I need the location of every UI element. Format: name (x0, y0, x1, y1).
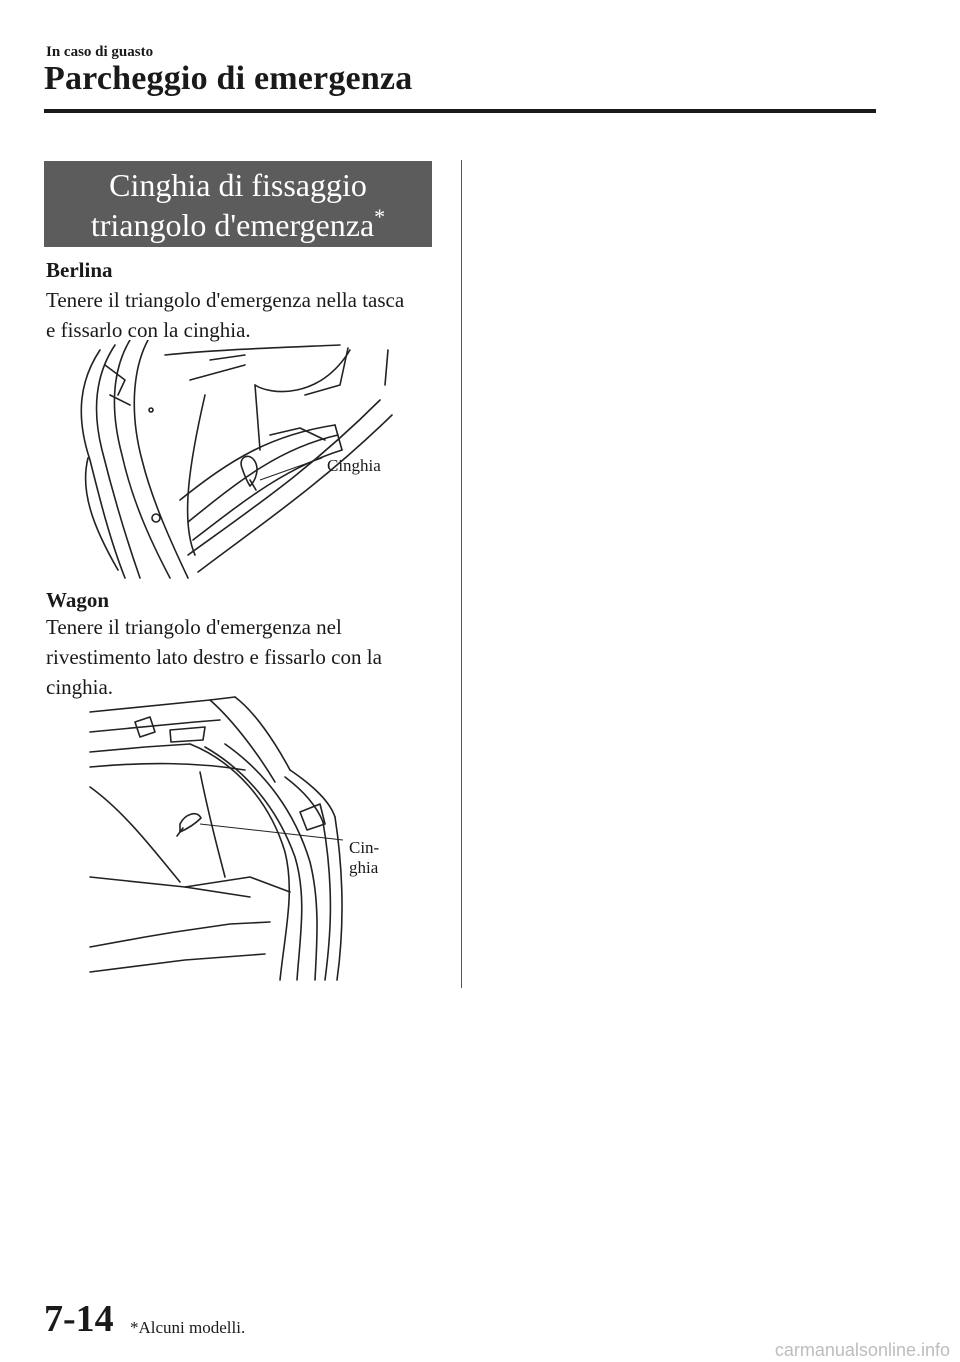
section-title-line-1: Cinghia di fissaggio (109, 167, 367, 203)
footnote: *Alcuni modelli. (130, 1318, 246, 1337)
wagon-strap-callout-line-2: ghia (349, 858, 379, 877)
wagon-text (46, 612, 441, 702)
title-rule (44, 109, 876, 113)
wagon-text-line-3: cinghia. (46, 675, 114, 699)
berlina-text-line-2: e fissarlo con la cinghia. (46, 318, 251, 342)
berlina-heading: Berlina (46, 258, 113, 282)
berlina-text-line-1: Tenere il triangolo d'emergenza nella tasca (46, 288, 405, 312)
breadcrumb: In caso di guasto (46, 44, 154, 60)
section-title-line-2 (44, 205, 432, 245)
wagon-strap-callout (349, 838, 379, 878)
section-heading-box (44, 161, 432, 247)
section-title-asterisk: * (374, 204, 386, 229)
berlina-strap-callout: Cinghia (327, 456, 381, 475)
wagon-heading: Wagon (46, 588, 110, 612)
berlina-text (46, 285, 441, 345)
wagon-trunk-illustration (85, 692, 345, 982)
column-divider (461, 160, 462, 988)
page-number: 7-14 (44, 1298, 114, 1340)
section-title-line-2-text: triangolo d'emergenza (90, 207, 375, 243)
page-title: Parcheggio di emergenza (44, 60, 413, 97)
wagon-text-line-1: Tenere il triangolo d'emergenza nel (46, 615, 342, 639)
watermark: carmanualsonline.info (774, 1340, 950, 1360)
wagon-text-line-2: rivestimento lato destro e fissarlo con la (46, 645, 382, 669)
wagon-strap-callout-line-1: Cin- (349, 838, 380, 857)
